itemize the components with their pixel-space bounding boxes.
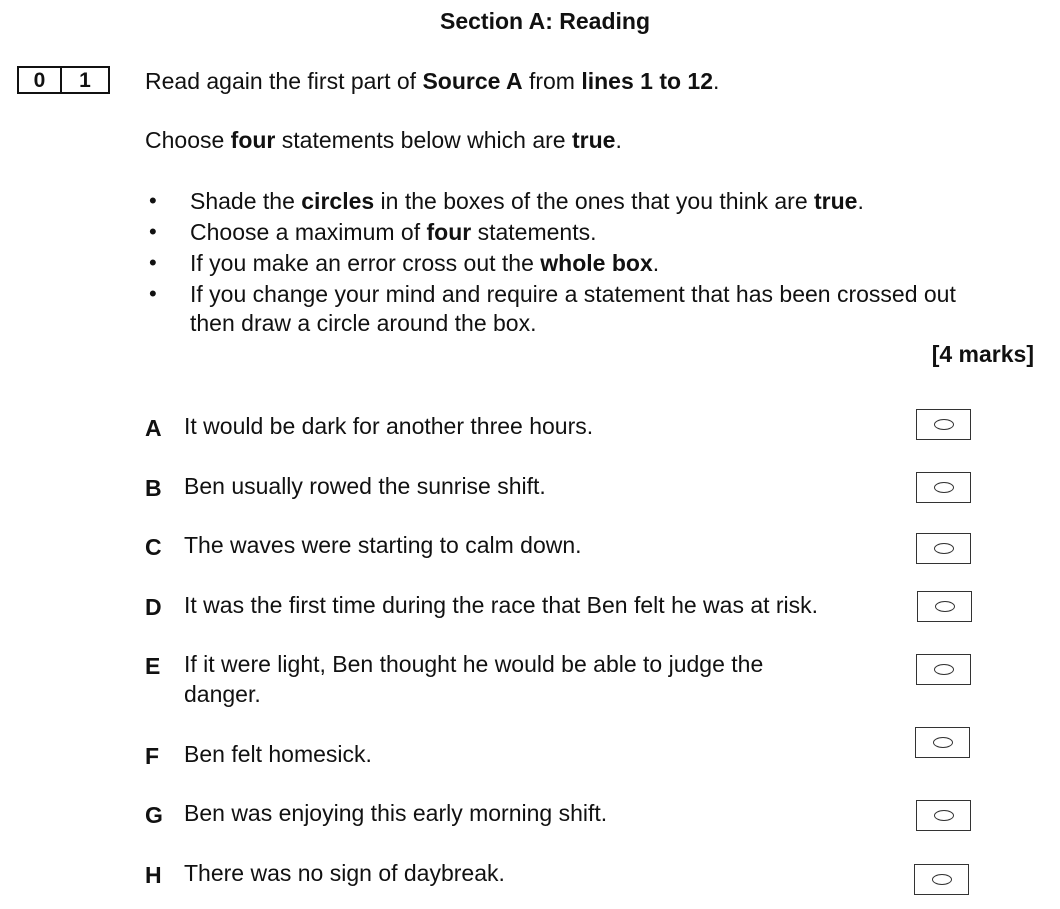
answer-circle[interactable] — [934, 419, 954, 430]
choose-true: true — [571, 127, 616, 153]
question-number-digit-1: 0 — [17, 66, 62, 94]
bullet-text: statements. — [471, 219, 597, 245]
bullet-dot: • — [149, 250, 157, 275]
bullet-text: If you make an error cross out the — [190, 250, 541, 276]
intro-text-end: . — [713, 68, 720, 94]
option-text: The waves were starting to calm down. — [184, 532, 582, 558]
choose-count: four — [230, 127, 276, 153]
option-letter: G — [145, 802, 163, 828]
choose-instruction — [145, 127, 622, 154]
answer-circle[interactable] — [935, 601, 955, 612]
answer-box-d[interactable] — [917, 591, 972, 622]
question-number — [17, 66, 110, 94]
bullet-item — [190, 188, 864, 215]
answer-circle[interactable] — [932, 874, 952, 885]
answer-box-h[interactable] — [914, 864, 969, 895]
bullet-bold: four — [426, 219, 472, 245]
marks-label: [4 marks] — [931, 341, 1034, 367]
bullet-text: in the boxes of the ones that you think are — [374, 188, 815, 214]
answer-circle[interactable] — [934, 664, 954, 675]
bullet-item — [190, 250, 659, 277]
choose-text-end: . — [615, 127, 622, 153]
option-text: Ben usually rowed the sunrise shift. — [184, 473, 546, 499]
answer-box-b[interactable] — [916, 472, 971, 503]
option-letter: H — [145, 862, 162, 888]
option-letter: A — [145, 415, 162, 441]
answer-box-c[interactable] — [916, 533, 971, 564]
answer-circle[interactable] — [934, 482, 954, 493]
option-letter: C — [145, 534, 162, 560]
question-intro — [145, 68, 719, 95]
answer-box-a[interactable] — [916, 409, 971, 440]
option-text: If it were light, Ben thought he would be able to judge the danger. — [184, 651, 764, 707]
bullet-bold: true — [814, 188, 858, 214]
option-text: It would be dark for another three hours. — [184, 413, 594, 439]
bullet-text: . — [857, 188, 864, 214]
intro-text-mid: from — [522, 68, 582, 94]
option-letter: E — [145, 653, 161, 679]
answer-circle[interactable] — [934, 543, 954, 554]
answer-box-e[interactable] — [916, 654, 971, 685]
answer-box-f[interactable] — [915, 727, 970, 758]
bullet-item — [190, 219, 596, 246]
bullet-text: Shade the — [190, 188, 302, 214]
option-letter: F — [145, 743, 160, 769]
bullet-dot: • — [149, 188, 157, 213]
option-text: Ben felt homesick. — [184, 741, 372, 767]
choose-text: Choose — [145, 127, 231, 153]
bullet-bold: circles — [301, 188, 375, 214]
option-text: There was no sign of daybreak. — [184, 860, 505, 886]
answer-circle[interactable] — [934, 810, 954, 821]
bullet-text: Choose a maximum of — [190, 219, 427, 245]
intro-source: Source A — [422, 68, 523, 94]
intro-lines: lines 1 to 12 — [581, 68, 714, 94]
bullet-item-line1: If you change your mind and require a statement that has been crossed out — [190, 281, 956, 307]
bullet-text: . — [652, 250, 660, 276]
option-text: Ben was enjoying this early morning shift. — [184, 800, 608, 826]
question-number-digit-2: 1 — [62, 66, 110, 94]
section-title: Section A: Reading — [440, 8, 650, 34]
option-letter: B — [145, 475, 162, 501]
bullet-dot: • — [149, 281, 157, 306]
option-letter: D — [145, 594, 162, 620]
bullet-bold: whole box — [540, 250, 653, 276]
bullet-dot: • — [149, 219, 157, 244]
answer-box-g[interactable] — [916, 800, 971, 831]
bullet-item-line2: then draw a circle around the box. — [190, 310, 537, 336]
intro-text: Read again the first part of — [145, 68, 423, 94]
option-text: It was the first time during the race that Ben felt he was at risk. — [184, 592, 819, 618]
choose-text-mid: statements below which are — [275, 127, 572, 153]
answer-circle[interactable] — [933, 737, 953, 748]
